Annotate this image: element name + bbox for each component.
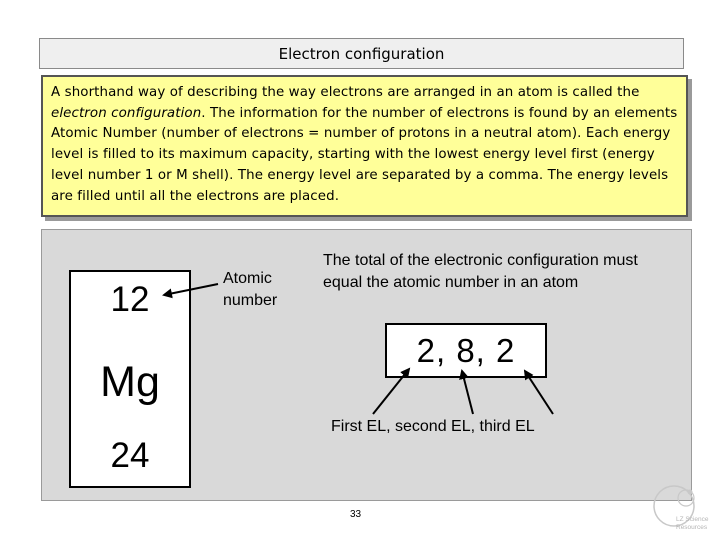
configuration-value: 2, 8, 2: [416, 331, 516, 369]
atomic-number-arrow: [164, 284, 218, 295]
second-el-arrow: [462, 371, 473, 414]
element-atomic-number: 12: [110, 280, 150, 319]
energy-level-labels: First EL, second EL, third EL: [331, 418, 535, 435]
total-note-text: The total of the electronic configuration must equal the atomic number in an atom: [323, 252, 638, 291]
atomic-number-label-text: Atomic number: [223, 270, 278, 309]
element-symbol: Mg: [100, 358, 160, 406]
logo-text: [676, 516, 709, 532]
first-el-arrow: [373, 369, 409, 414]
intro-text-emphasis: electron configuration: [51, 105, 202, 121]
logo-text-line2: Resources: [676, 524, 708, 531]
element-mass-number: 24: [110, 436, 150, 475]
slide-title-text: Electron configuration: [278, 44, 445, 63]
intro-text-part2: . The information for the number of electrons is found by an elements Atomic Number (number of electrons = number of protons in a neutral atom). Each energy level is filled to its maximum capacity, starting with the lowest energy level first (energy level number 1 or M shell). The energy level are separated by a comma. The energy levels are filled until all the electrons are placed.: [51, 105, 678, 204]
page-number: 33: [350, 509, 362, 520]
third-el-arrow: [525, 371, 553, 414]
logo-text-line1: LZ Science: [676, 516, 709, 523]
intro-text-part1: A shorthand way of describing the way electrons are arranged in an atom is called the: [51, 85, 640, 100]
